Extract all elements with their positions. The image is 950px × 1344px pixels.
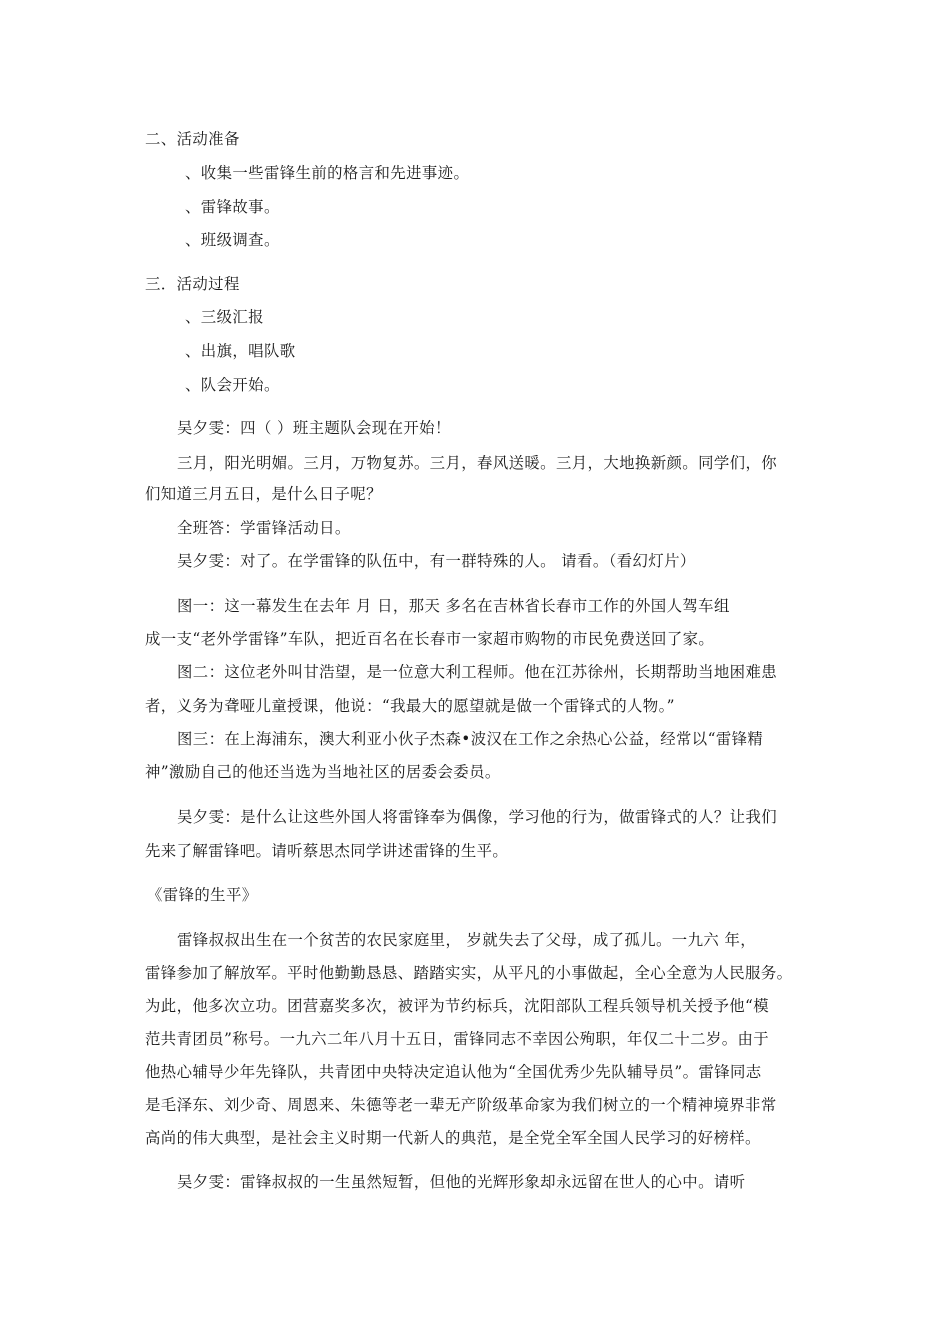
transition-line-2: 先来了解雷锋吧。请听蔡思杰同学讲述雷锋的生平。: [145, 842, 509, 860]
section2-item-1: 、收集一些雷锋生前的格言和先进事迹。: [185, 164, 470, 182]
picture1-line-2: 成一支“老外学雷锋”车队，把近百名在长春市一家超市购物的市民免费送回了家。: [145, 630, 715, 648]
picture2-line-1: 图二：这位老外叫甘浩望，是一位意大利工程师。他在江苏徐州，长期帮助当地困难患: [177, 663, 778, 681]
transition-line-1: 吴夕雯：是什么让这些外国人将雷锋奉为偶像，学习他的行为，做雷锋式的人？让我们: [177, 808, 778, 826]
section2-heading: 二、活动准备: [145, 130, 240, 148]
host-open-line: 吴夕雯：四（ ）班主题队会现在开始！: [177, 419, 451, 437]
section2-item-3: 、班级调查。: [185, 231, 280, 249]
bio-line-7: 高尚的伟大典型，是社会主义时期一代新人的典范，是全党全军全国人民学习的好榜样。: [145, 1129, 761, 1147]
bio-title: 《雷锋的生平》: [147, 886, 258, 904]
bio-line-3: 为此，他多次立功。团营嘉奖多次，被评为节约标兵，沈阳部队工程兵领导机关授予他“模: [145, 997, 770, 1015]
closing-line: 吴夕雯：雷锋叔叔的一生虽然短暂，但他的光辉形象却永远留在世人的心中。请听: [177, 1173, 746, 1191]
bio-line-2: 雷锋参加了解放军。平时他勤勤恳恳、踏踏实实，从平凡的小事做起，全心全意为人民服务。: [145, 964, 793, 982]
picture3-line-1: 图三：在上海浦东，澳大利亚小伙子杰森•波汉在工作之余热心公益，经常以“雷锋精: [177, 730, 764, 748]
bio-line-5: 他热心辅导少年先锋队，共青团中央特决定追认他为“全国优秀少先队辅导员”。雷锋同志: [145, 1063, 762, 1081]
picture2-line-2: 者，义务为聋哑儿童授课，他说：“我最大的愿望就是做一个雷锋式的人物。”: [145, 697, 675, 715]
host-slideshow-line: 吴夕雯：对了。在学雷锋的队伍中，有一群特殊的人。 请看。（看幻灯片）: [177, 552, 696, 570]
march-line-1: 三月，阳光明媚。三月，万物复苏。三月，春风送暖。三月，大地换新颜。同学们，你: [177, 454, 778, 472]
picture1-line-1: 图一：这一幕发生在去年 月 日，那天 多名在吉林省长春市工作的外国人驾车组: [177, 597, 730, 615]
section3-item-2: 、出旗，唱队歌: [185, 342, 296, 360]
bio-line-1: 雷锋叔叔出生在一个贫苦的农民家庭里， 岁就失去了父母，成了孤儿。一九六 年，: [177, 931, 757, 949]
section3-item-1: 、三级汇报: [185, 308, 264, 326]
section2-item-2: 、雷锋故事。: [185, 198, 280, 216]
march-line-2: 们知道三月五日，是什么日子呢？: [145, 485, 382, 503]
bio-line-6: 是毛泽东、刘少奇、周恩来、朱德等老一辈无产阶级革命家为我们树立的一个精神境界非常: [145, 1096, 777, 1114]
picture3-line-2: 神”激励自己的他还当选为当地社区的居委会委员。: [145, 763, 501, 781]
bio-line-4: 范共青团员”称号。一九六二年八月十五日，雷锋同志不幸因公殉职，年仅二十二岁。由于: [145, 1030, 770, 1048]
class-answer: 全班答：学雷锋活动日。: [177, 519, 351, 537]
section3-heading: 三．活动过程: [145, 275, 240, 293]
section3-item-3: 、队会开始。: [185, 376, 280, 394]
